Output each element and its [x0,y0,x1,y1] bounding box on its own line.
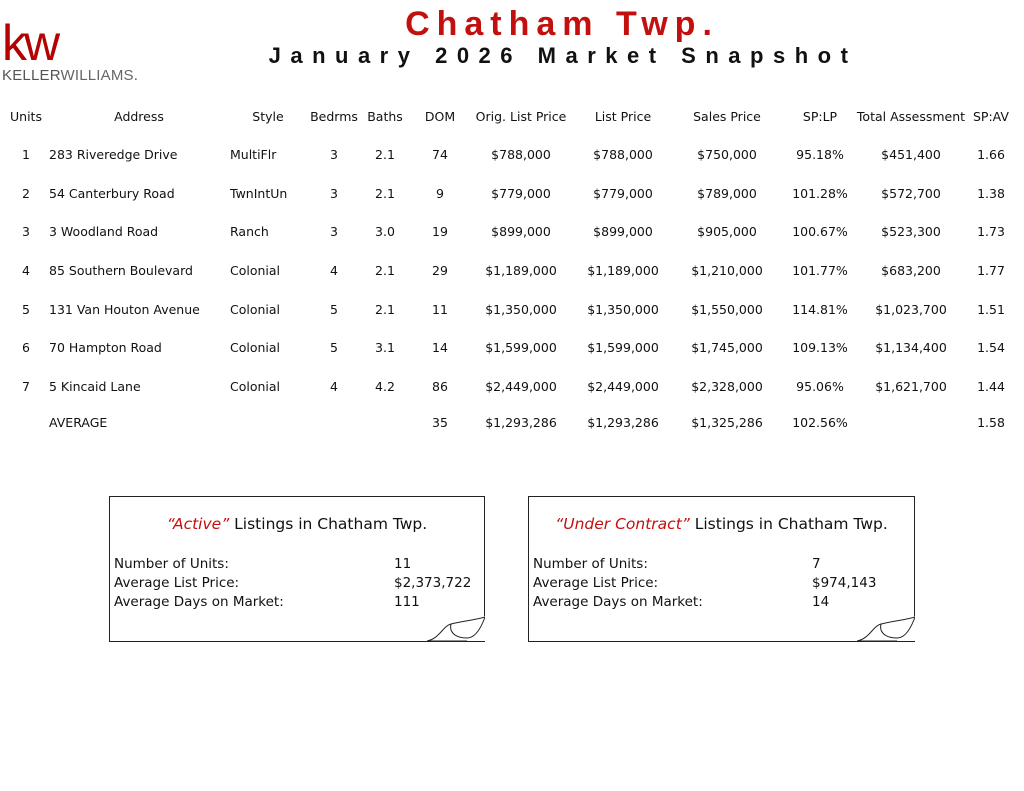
cell-sp-lp: 109.13% [792,340,848,355]
cell-sales-price: $1,745,000 [691,340,763,355]
page-curl-icon [427,616,485,642]
cell-total-assessment: $523,300 [881,224,941,239]
cell-units: 7 [22,379,30,394]
cell-style: MultiFlr [230,147,277,162]
contract-box-title [529,515,914,533]
cell-list-price: $899,000 [593,224,653,239]
cell-orig-list-price: $779,000 [491,186,551,201]
average-sp-av: 1.58 [977,415,1005,430]
cell-sales-price: $2,328,000 [691,379,763,394]
cell-style: TwnIntUn [230,186,288,201]
average-orig-list-price: $1,293,286 [485,415,557,430]
cell-orig-list-price: $899,000 [491,224,551,239]
cell-dom: 11 [432,302,448,317]
cell-address: 3 Woodland Road [49,224,159,239]
cell-style: Colonial [230,379,281,394]
cell-style: Ranch [230,224,269,239]
header-sp-av: SP:AV [973,109,1009,124]
average-list-price: $1,293,286 [587,415,659,430]
cell-orig-list-price: $788,000 [491,147,551,162]
cell-sales-price: $1,550,000 [691,302,763,317]
page-subtitle: January 2026 Market Snapshot [268,43,858,68]
cell-total-assessment: $1,023,700 [875,302,947,317]
active-box-title [110,515,484,533]
contract-box-title-rest: Listings in Chatham Twp. [689,515,888,533]
cell-total-assessment: $1,621,700 [875,379,947,394]
contract-avg-price-label: Average List Price: [533,575,659,591]
cell-dom: 19 [432,224,448,239]
cell-units: 3 [22,224,30,239]
cell-total-assessment: $451,400 [881,147,941,162]
cell-baths: 2.1 [375,186,395,201]
cell-units: 5 [22,302,30,317]
cell-units: 2 [22,186,30,201]
cell-address: 70 Hampton Road [49,340,162,355]
cell-units: 4 [22,263,30,278]
cell-baths: 2.1 [375,147,395,162]
cell-list-price: $1,350,000 [587,302,659,317]
cell-style: Colonial [230,302,281,317]
header-dom: DOM [424,109,456,124]
cell-style: Colonial [230,340,281,355]
cell-total-assessment: $1,134,400 [875,340,947,355]
header-orig-list-price: Orig. List Price [475,109,567,124]
cell-bedrms: 5 [330,340,338,355]
cell-bedrms: 3 [330,147,338,162]
cell-units: 6 [22,340,30,355]
cell-address: 5 Kincaid Lane [49,379,141,394]
cell-baths: 3.0 [375,224,395,239]
active-listings-box [109,496,485,642]
header-sp-lp: SP:LP [802,109,838,124]
cell-orig-list-price: $2,449,000 [485,379,557,394]
logo-wordmark-part1: KELLER [2,67,61,84]
contract-avg-dom-value: 14 [812,594,830,610]
active-units-label: Number of Units: [114,556,229,572]
cell-units: 1 [22,147,30,162]
cell-list-price: $788,000 [593,147,653,162]
header-baths: Baths [367,109,403,124]
cell-baths: 2.1 [375,263,395,278]
header-style: Style [252,109,284,124]
cell-sales-price: $1,210,000 [691,263,763,278]
cell-address: 54 Canterbury Road [49,186,175,201]
cell-sp-av: 1.54 [977,340,1005,355]
active-units-value: 11 [394,556,412,572]
cell-sp-av: 1.77 [977,263,1005,278]
cell-sp-av: 1.44 [977,379,1005,394]
cell-list-price: $1,599,000 [587,340,659,355]
logo-wordmark-part2: WILLIAMS [60,67,134,84]
logo-wordmark [2,68,138,84]
cell-bedrms: 3 [330,186,338,201]
cell-dom: 14 [432,340,448,355]
header-sales-price: Sales Price [693,109,761,124]
cell-list-price: $1,189,000 [587,263,659,278]
cell-sp-av: 1.38 [977,186,1005,201]
cell-orig-list-price: $1,599,000 [485,340,557,355]
cell-orig-list-price: $1,189,000 [485,263,557,278]
kw-logo-mark: kw [2,15,58,71]
cell-sp-lp: 101.77% [792,263,848,278]
cell-total-assessment: $683,200 [881,263,941,278]
cell-orig-list-price: $1,350,000 [485,302,557,317]
cell-sp-lp: 100.67% [792,224,848,239]
cell-baths: 3.1 [375,340,395,355]
keller-williams-logo [0,15,150,88]
header-list-price: List Price [594,109,652,124]
active-avg-price-label: Average List Price: [114,575,240,591]
contract-avg-price-value: $974,143 [812,575,877,591]
contract-avg-dom-label: Average Days on Market: [533,594,703,610]
average-label: AVERAGE [49,415,108,430]
average-sp-lp: 102.56% [792,415,848,430]
cell-dom: 74 [432,147,448,162]
cell-sp-av: 1.66 [977,147,1005,162]
cell-list-price: $2,449,000 [587,379,659,394]
cell-address: 85 Southern Boulevard [49,263,193,278]
cell-sp-lp: 114.81% [792,302,848,317]
cell-bedrms: 4 [330,263,338,278]
cell-address: 283 Riveredge Drive [49,147,178,162]
cell-baths: 2.1 [375,302,395,317]
contract-units-label: Number of Units: [533,556,648,572]
active-box-title-highlight: “Active” [166,515,230,533]
cell-sp-av: 1.73 [977,224,1005,239]
header-units: Units [10,109,42,124]
cell-dom: 86 [432,379,448,394]
cell-sales-price: $905,000 [697,224,757,239]
average-sales-price: $1,325,286 [691,415,763,430]
under-contract-box [528,496,915,642]
cell-bedrms: 4 [330,379,338,394]
cell-baths: 4.2 [375,379,395,394]
active-avg-dom-label: Average Days on Market: [114,594,284,610]
cell-style: Colonial [230,263,281,278]
cell-sp-lp: 95.18% [796,147,844,162]
page-title: Chatham Twp. [405,5,719,43]
page-curl-icon [857,616,915,642]
average-dom: 35 [432,415,448,430]
cell-dom: 9 [436,186,444,201]
cell-sp-lp: 101.28% [792,186,848,201]
cell-bedrms: 3 [330,224,338,239]
active-avg-price-value: $2,373,722 [394,575,472,591]
cell-sales-price: $750,000 [697,147,757,162]
cell-address: 131 Van Houton Avenue [49,302,200,317]
cell-sp-av: 1.51 [977,302,1005,317]
header-total-assessment: Total Assessment [856,109,966,124]
active-avg-dom-value: 111 [394,594,420,610]
active-box-title-rest: Listings in Chatham Twp. [229,515,428,533]
cell-dom: 29 [432,263,448,278]
contract-units-value: 7 [812,556,821,572]
cell-sp-lp: 95.06% [796,379,844,394]
cell-sales-price: $789,000 [697,186,757,201]
logo-wordmark-dot: . [133,67,139,84]
cell-total-assessment: $572,700 [881,186,941,201]
cell-list-price: $779,000 [593,186,653,201]
header-bedrms: Bedrms [310,109,358,124]
header-address: Address [114,109,164,124]
cell-bedrms: 5 [330,302,338,317]
contract-box-title-highlight: “Under Contract” [555,515,690,533]
